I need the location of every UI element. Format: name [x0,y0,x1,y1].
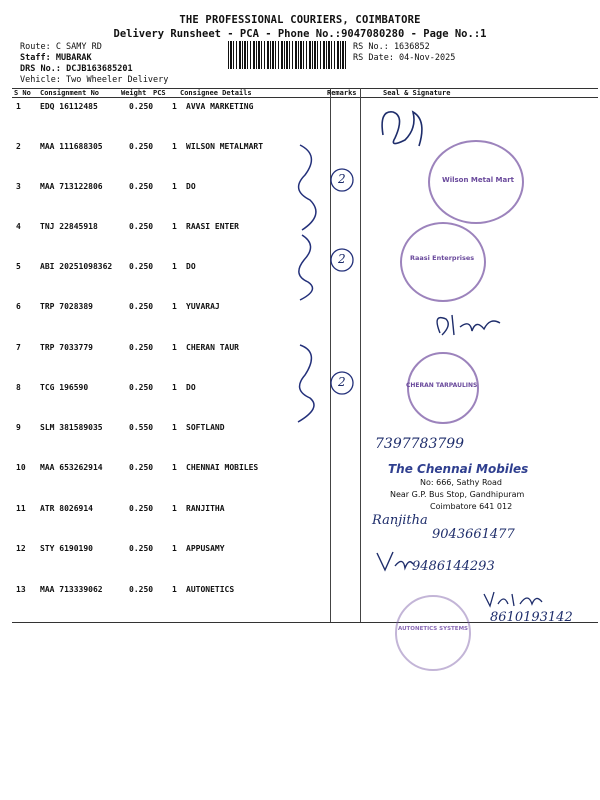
row-pcs: 1 [172,504,177,513]
col-sno: S No [14,89,31,97]
row-consignment: EDQ 16112485 [40,102,98,111]
row-pcs: 1 [172,423,177,432]
row-consignee: AUTONETICS [186,585,235,594]
row-sno: 7 [16,343,21,352]
wilson-seal-text: Wilson Metal Mart [442,176,515,184]
remarks-brace-marks [280,140,370,430]
row-weight: 0.250 [129,544,154,553]
drs-value: DCJB163685201 [66,64,133,74]
row-weight: 0.550 [129,423,154,432]
autonetics-seal-text: AUTONETICS SYSTEMS [398,626,469,632]
row-weight: 0.250 [129,383,154,392]
row-consignment: TRP 7033779 [40,343,93,352]
chennai-mobiles-address3: Coimbatore 641 012 [430,502,513,511]
company-title: THE PROFESSIONAL COURIERS, COIMBATORE [179,14,421,26]
row-consignee: DO [186,262,196,271]
row-pcs: 1 [172,142,177,151]
row-consignee: YUVARAJ [186,302,220,311]
row-consignment: ATR 8026914 [40,504,93,513]
handwritten-phone-row9: 7397783799 [375,436,465,452]
row-consignment: MAA 653262914 [40,463,103,472]
row-sno: 5 [16,262,21,271]
handwritten-phone-row12: 9486144293 [412,559,495,574]
row-sno: 10 [16,463,26,472]
row-pcs: 1 [172,383,177,392]
drs-label: DRS No.: [20,64,61,74]
row-consignee: WILSON METALMART [186,142,264,151]
rs-date: RS Date: 04-Nov-2025 [353,53,456,63]
row-consignee: DO [186,182,196,191]
row-sno: 12 [16,544,26,553]
row-pcs: 1 [172,544,177,553]
signature-row6 [430,305,510,340]
row-pcs: 1 [172,302,177,311]
col-consignee: Consignee Details [180,89,252,97]
col-pcs: PCS [153,89,166,97]
row-pcs: 1 [172,585,177,594]
row-consignee: CHERAN TAUR [186,343,239,352]
row-consignee: APPUSAMY [186,544,225,553]
row-consignment: TNJ 22845918 [40,222,98,231]
row-pcs: 1 [172,102,177,111]
cheran-seal-text: CHERAN TARPAULINS [406,382,478,389]
row-weight: 0.250 [129,463,154,472]
signature-row12 [375,548,415,573]
row-consignment: SLM 381589035 [40,423,103,432]
row-sno: 1 [16,102,21,111]
row-consignment: MAA 713339062 [40,585,103,594]
row-pcs: 1 [172,262,177,271]
row-pcs: 1 [172,222,177,231]
row-weight: 0.250 [129,142,154,151]
remark-count-8: 2 [338,375,346,389]
row-weight: 0.250 [129,585,154,594]
row-pcs: 1 [172,182,177,191]
row-consignment: STY 6190190 [40,544,93,553]
row-consignee: DO [186,383,196,392]
raasi-seal [400,222,486,302]
runsheet-subtitle: Delivery Runsheet - PCA - Phone No.:9047080280 - Page No.:1 [113,28,487,40]
row-sno: 3 [16,182,21,191]
col-remarks: Remarks [327,89,357,97]
row-sno: 11 [16,504,26,513]
row-consignee: RANJITHA [186,504,225,513]
chennai-mobiles-address1: No: 666, Sathy Road [420,478,503,487]
row-sno: 13 [16,585,26,594]
row-weight: 0.250 [129,302,154,311]
staff-label: Staff: [20,53,51,63]
row-consignee: AVVA MARKETING [186,102,254,111]
signature-row13 [480,588,560,610]
row-pcs: 1 [172,463,177,472]
row-consignee: RAASI ENTER [186,222,239,231]
row-consignee: CHENNAI MOBILES [186,463,259,472]
row-weight: 0.250 [129,102,154,111]
vehicle-line: Vehicle: Two Wheeler Delivery [20,75,169,85]
row-weight: 0.250 [129,182,154,191]
route-line: Route: C SAMY RD [20,42,102,52]
staff-value: MUBARAK [55,53,92,63]
handwritten-phone-row11: 9043661477 [432,527,515,542]
chennai-mobiles-name: The Chennai Mobiles [388,462,529,476]
row-consignment: TCG 196590 [40,383,89,392]
row-sno: 4 [16,222,21,231]
col-consignment: Consignment No [40,89,100,97]
row-weight: 0.250 [129,222,154,231]
autonetics-seal [395,595,471,671]
row-weight: 0.250 [129,343,154,352]
raasi-seal-text: Raasi Enterprises [410,254,475,262]
row-consignment: TRP 7028389 [40,302,93,311]
row-weight: 0.250 [129,504,154,513]
row-sno: 6 [16,302,21,311]
col-seal-signature: Seal & Signature [383,89,451,97]
row-sno: 2 [16,142,21,151]
chennai-mobiles-address2: Near G.P. Bus Stop, Gandhipuram [390,490,525,499]
row-weight: 0.250 [129,262,154,271]
handwritten-phone-row13: 8610193142 [490,610,573,625]
row-consignment: MAA 111688305 [40,142,103,151]
handwritten-name-row11: Ranjitha [372,513,428,528]
row-sno: 8 [16,383,21,392]
rs-number: RS No.: 1636852 [353,42,430,52]
col-weight: Weight [121,89,147,97]
signature-row1 [375,100,435,155]
row-consignment: ABI 20251098362 [40,262,113,271]
remark-count-2: 2 [338,172,346,186]
row-consignment: MAA 713122806 [40,182,103,191]
row-pcs: 1 [172,343,177,352]
row-consignee: SOFTLAND [186,423,225,432]
remark-count-5: 2 [338,252,346,266]
row-sno: 9 [16,423,21,432]
